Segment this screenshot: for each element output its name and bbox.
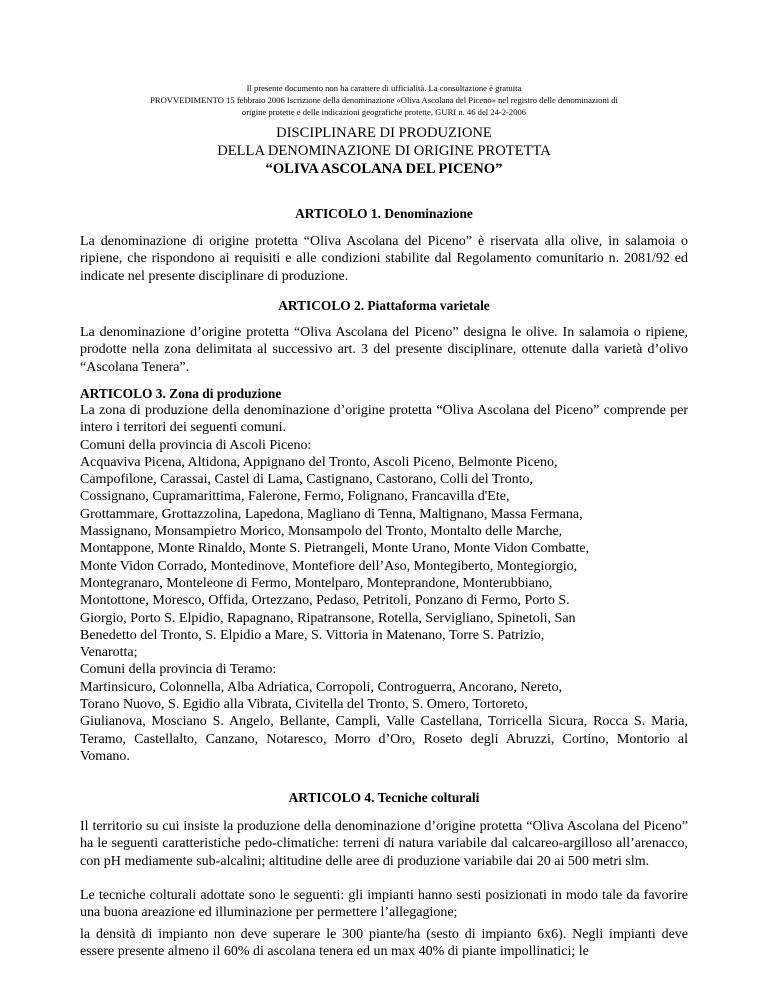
notice-line-2: PROVVEDIMENTO 15 febbraio 2006 Iscrizione della denominazione «Oliva Ascolana del Piceno» nel registro delle denominazioni di (150, 95, 618, 105)
list-item: Comuni della provincia di Ascoli Piceno: (80, 437, 312, 453)
article-4-paragraph-3: la densità di impianto non deve superare le 300 piante/ha (sesto di impianto 6x6). Negli impianti deve essere presente almeno il 60% di ascolana tenera ed un max 40% di piante impollinatici; le (80, 926, 688, 959)
notice-header (80, 82, 688, 118)
title-line-1: DISCIPLINARE DI PRODUZIONE (276, 125, 492, 141)
article-1-heading: ARTICOLO 1. Denominazione (295, 206, 473, 221)
list-item: Venarotta; (80, 645, 138, 661)
list-item: Comuni della provincia di Teramo: (80, 662, 277, 678)
list-item: Montappone, Monte Rinaldo, Monte S. Pietrangeli, Monte Urano, Monte Vidon Combatte, (80, 541, 590, 557)
title-line-3: “OLIVA ASCOLANA DEL PICENO” (265, 161, 503, 177)
list-item: Cossignano, Cupramarittima, Falerone, Fermo, Folignano, Francavilla d'Ete, (80, 489, 510, 505)
article-4-paragraph-1: Il territorio su cui insiste la produzione della denominazione d’origine protetta “Oliva Ascolana del Piceno” ha le seguenti caratteristiche pedo-climatiche: terreni di natura variabile dal calcareo-argilloso all’arenacco, con pH mediamente sub-alcalini; altitudine delle aree di produzione variabile dai 20 ai 500 metri slm. (80, 819, 688, 869)
list-item: Benedetto del Tronto, S. Elpidio a Mare, S. Vittoria in Matenano, Torre S. Patrizio, (80, 627, 545, 643)
article-3-closing: Giulianova, Mosciano S. Angelo, Bellante, Campli, Valle Castellana, Torricella Sicura, Rocca S. Maria, Teramo, Castellalto, Canzano, Notaresco, Morro d’Oro, Roseto degli Abruzzi, Cortino, Montorio al Vomano. (80, 714, 688, 764)
list-item: Grottammare, Grottazzolina, Lapedona, Magliano di Tenna, Maltignano, Massa Fermana, (80, 506, 583, 522)
article-2-heading: ARTICOLO 2. Piattaforma varietale (278, 298, 490, 313)
list-item: Massignano, Monsampietro Morico, Monsampolo del Tronto, Montalto delle Marche, (80, 524, 563, 540)
notice-line-3: origine protette e delle indicazioni geografiche protette, GURI n. 46 del 24-2-2006 (241, 107, 527, 117)
list-item: Acquaviva Picena, Altidona, Appignano del Tronto, Ascoli Piceno, Belmonte Piceno, (80, 454, 558, 470)
list-item: Campofilone, Carassai, Castel di Lama, Castignano, Castorano, Colli del Tronto, (80, 472, 534, 488)
list-item: Montegranaro, Monteleone di Fermo, Montelparo, Monteprandone, Monterubbiano, (80, 575, 553, 591)
article-1-text: La denominazione di origine protetta “Oliva Ascolana del Piceno” è riservata alla olive, in salamoia o ripiene, che rispondono ai requisiti e alle condizioni stabilite dal Regolamento comunitario n. 2081/92 ed indicate nel presente disciplinare di produzione. (80, 234, 688, 284)
list-item: Martinsicuro, Colonnella, Alba Adriatica, Corropoli, Controguerra, Ancorano, Nereto, (80, 679, 563, 695)
municipality-list (80, 437, 688, 714)
article-4-heading: ARTICOLO 4. Tecniche colturali (288, 790, 480, 805)
article-3-intro: La zona di produzione della denominazione d’origine protetta “Oliva Ascolana del Piceno” comprende per intero i territori dei seguenti comuni. (80, 403, 688, 436)
list-item: Giorgio, Porto S. Elpidio, Rapagnano, Ripatransone, Rotella, Servigliano, Spinetoli, San (80, 610, 576, 626)
document-title (80, 124, 688, 178)
title-line-2: DELLA DENOMINAZIONE DI ORIGINE PROTETTA (217, 143, 551, 159)
list-item: Montottone, Moresco, Offida, Ortezzano, Pedaso, Petritoli, Ponzano di Fermo, Porto S. (80, 593, 570, 609)
article-4-paragraph-2: Le tecniche colturali adottate sono le seguenti: gli impianti hanno sesti posizionati in modo tale da favorire una buona areazione ed illuminazione per permettere l’allegagione; (80, 888, 688, 921)
article-2-text: La denominazione d’origine protetta “Oliva Ascolana del Piceno” designa le olive. In salamoia o ripiene, prodotte nella zona delimitata al successivo art. 3 del presente disciplinare, ottenute dalla varietà d’olivo “Ascolana Tenera”. (80, 325, 688, 375)
list-item: Torano Nuovo, S. Egidio alla Vibrata, Civitella del Tronto, S. Omero, Tortoreto, (80, 697, 528, 713)
article-3-heading: ARTICOLO 3. Zona di produzione (80, 386, 282, 401)
list-item: Monte Vidon Corrado, Montedinove, Montefiore dell’Aso, Montegiberto, Montegiorgio, (80, 558, 578, 574)
notice-line-1: Il presente documento non ha carattere di ufficialità. La consultazione è gratuita (246, 83, 522, 93)
